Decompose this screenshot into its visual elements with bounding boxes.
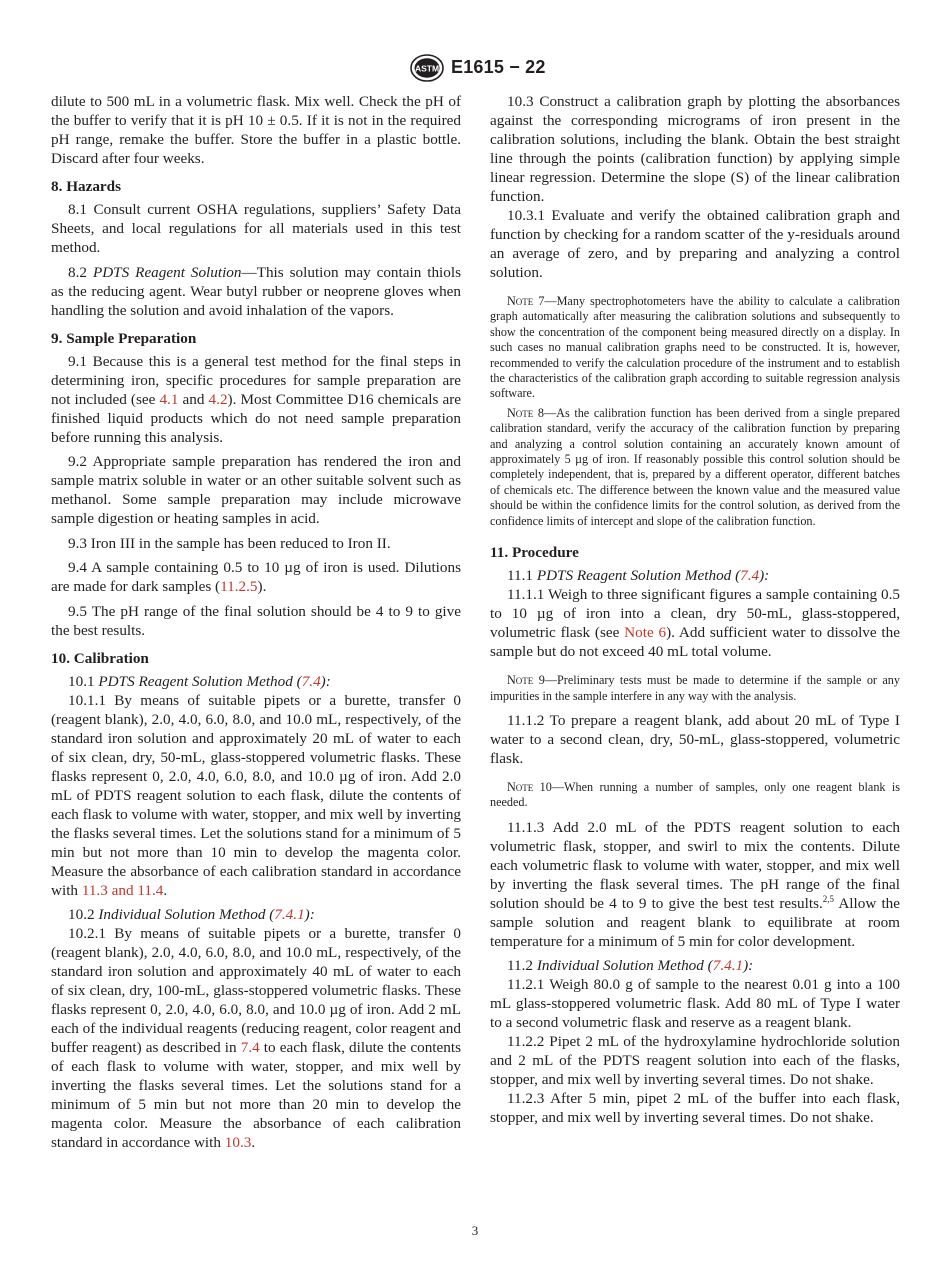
- section-heading-hazards: 8. Hazards: [51, 178, 122, 195]
- paragraph-11-2-2: 11.2.2 Pipet 2 mL of the hydroxylamine hydrochloride solution and 2 mL of the PDTS reagent solution into each of the flasks, stopper, and mix well by inverting several times. Do not shake.: [490, 1033, 900, 1089]
- xref-link-7-4[interactable]: 7.4: [740, 567, 760, 585]
- note-9: Note 9—Preliminary tests must be made to determine if the sample or any impurities in the sample interfere in any way with the analysis.: [490, 673, 900, 703]
- paragraph-11-2-1: 11.2.1 Weigh 80.0 g of sample to the nearest 0.01 g into a 100 mL glass-stoppered volumetric flask. Add 80 mL of Type I water to a second volumetric flask and reserve as a reagent blank.: [490, 976, 900, 1032]
- note-8: Note 8—As the calibration function has been derived from a single prepared calibration standard, verify the accuracy of the calibration function by preparing and analyzing a control solution containing an accurately known amount of approximately 5 µg of iron. If reasonably possible this control solution should be completely independent, that is, prepared by a different operator, different batches of chemicals etc. The difference between the known value and the measured value should be within the confidence limits for the control solution, as derived from the confidence limits of intercept and slope of the calibration function.: [490, 405, 900, 528]
- paragraph-buffer-continued: dilute to 500 mL in a volumetric flask. Mix well. Check the pH of the buffer to verify that it is pH 10 ± 0.5. If it is not in the required pH range, remake the buffer. Store the buffer in a plastic bottle. Discard after four weeks.: [51, 93, 461, 167]
- xref-link-10-3[interactable]: 10.3: [224, 1134, 252, 1151]
- section-heading-calibration: 10. Calibration: [51, 649, 149, 667]
- xref-link-7-4-1[interactable]: 7.4.1: [712, 957, 744, 975]
- section-heading-sample-preparation: 9. Sample Preparation: [51, 329, 197, 347]
- paragraph-9-2: 9.2 Appropriate sample preparation has rendered the iron and sample matrix soluble in water or an other suitable solvent such as methanol. Some sample preparation may include microwave sample digestion or heating samples in acid.: [51, 453, 461, 527]
- paragraph-9-1: 9.1 Because this is a general test method for the final steps in determining iron, specific procedures for sample preparation are not included (see 4.1 and 4.2). Most Committee D16 chemicals are finished liquid products which do not need sample preparation before running this analysis.: [51, 352, 461, 446]
- paragraph-10-3-1: 10.3.1 Evaluate and verify the obtained calibration graph and function by checking for a random scatter of the y-residuals around an average of zero, and by preparing and analyzing a control solution.: [490, 207, 900, 281]
- right-column: [490, 92, 900, 1127]
- xref-link-7-4[interactable]: 7.4: [240, 1039, 260, 1056]
- paragraph-10-2-1: 10.2.1 By means of suitable pipets or a burette, transfer 0 (reagent blank), 2.0, 4.0, 6.0, 8.0, and 10.0 mL, respectively, of the standard iron solution and approximately 40 mL of water to each of six clean, dry, 100-mL, glass-stoppered volumetric flasks. These flasks represent 0, 2.0, 4.0, 6.0, 8.0, and 10.0 µg of iron. Add 2 mL each of the individual reagents (reducing reagent, color reagent and buffer reagent) as described in 7.4 to each flask, dilute the contents of each flask to volume with water, stopper, and mix well by inverting the flasks several times. Let the solutions stand for a minimum of 5 min but not more than 20 min to develop the magenta color. Measure the absorbance of each calibration standard in accordance with 10.3.: [51, 925, 461, 1151]
- document-designation: E1615 − 22: [451, 57, 546, 77]
- xref-link-4-2[interactable]: 4.2: [208, 390, 228, 408]
- paragraph-11-1-1: 11.1.1 Weigh to three significant figures a sample containing 0.5 to 10 µg of iron into a clean, dry 50-mL, glass-stoppered, volumetric flask (see Note 6). Add sufficient water to dissolve the sample but do not exceed 40 mL total volume.: [490, 586, 900, 661]
- paragraph-9-3: 9.3 Iron III in the sample has been reduced to Iron II.: [68, 534, 391, 552]
- left-column: [51, 92, 461, 1152]
- astm-logo-text: ASTM: [414, 63, 440, 74]
- paragraph-10-1-1: 10.1.1 By means of suitable pipets or a burette, transfer 0 (reagent blank), 2.0, 4.0, 6.0, 8.0, and 10.0 mL, respectively, of the standard iron solution and approximately 20 mL of water to each of six clean, dry, 50-mL, glass-stoppered volumetric flasks. These flasks represent 0, 2.0, 4.0, 6.0, 8.0, and 10.0 µg of iron. Add 2.0 mL of PDTS reagent solution to each flask, dilute the contents of each flask to volume with water, stopper, and mix well by inverting the flasks several times. Let the solutions stand for a minimum of 5 min but not more than 10 min to develop the magenta color. Measure the absorbance of each calibration standard in accordance with 11.3 and 11.4.: [51, 691, 462, 899]
- xref-link-4-1[interactable]: 4.1: [159, 390, 179, 408]
- paragraph-9-5: 9.5 The pH range of the final solution should be 4 to 9 to give the best results.: [51, 602, 461, 639]
- paragraph-10-2: 10.2 Individual Solution Method (7.4.1):: [68, 906, 315, 923]
- xref-link-11-3-11-4[interactable]: 11.3 and 11.4: [81, 881, 164, 899]
- paragraph-8-1: 8.1 Consult current OSHA regulations, suppliers’ Safety Data Sheets, and local regulations for all materials used in this test method.: [51, 201, 461, 256]
- section-heading-procedure: 11. Procedure: [490, 544, 579, 562]
- xref-link-11-2-5[interactable]: 11.2.5: [220, 578, 258, 595]
- paragraph-11-2-3: 11.2.3 After 5 min, pipet 2 mL of the buffer into each flask, stopper, and mix well by inverting several times. Do not shake.: [490, 1090, 900, 1127]
- paragraph-11-1-3: 11.1.3 Add 2.0 mL of the PDTS reagent solution to each volumetric flask, stopper, and swirl to mix the contents. Dilute each volumetric flask to volume with water, stopper, and mix well by inverting the flask several times. The pH range of the final solution should be 4 to 9 to give the best test results.$^{2,5}$ Allow the sample solution and reagent blank to equilibrate at room temperature for a minimum of 5 min for color development.: [490, 818, 901, 950]
- page-header: [0, 54, 950, 88]
- reagent-title: PDTS Reagent Solution: [92, 263, 242, 281]
- paragraph-11-2: 11.2 Individual Solution Method (7.4.1):: [507, 957, 754, 975]
- astm-logo-icon: [410, 54, 444, 82]
- paragraph-8-2: 8.2 PDTS Reagent Solution—This solution may contain thiols as the reducing agent. Wear butyl rubber or neoprene gloves when handling the solution and avoid inhalation of the vapors.: [51, 263, 461, 319]
- paragraph-11-1: 11.1 PDTS Reagent Solution Method (7.4):: [507, 567, 770, 585]
- paragraph-10-3: 10.3 Construct a calibration graph by plotting the absorbances against the corresponding micrograms of iron present in the calibration solutions, including the blank. Obtain the best straight line through the points (calibration function) by applying simple linear regression. Determine the slope (S) of the linear calibration function.: [490, 93, 900, 205]
- note-7: Note 7—Many spectrophotometers have the ability to calculate a calibration graph automatically after measuring the calibration solutions and subsequently to show the concentration of the component being measured directly on a display. In such cases no manual calibration graphs need to be constructed. It is, however, recommended to verify the calculation procedure of the instrument and to establish the characteristics of the calibration graph according to suitable regression analysis software.: [490, 294, 900, 401]
- page-number: 3: [471, 1223, 479, 1238]
- paragraph-11-1-2: 11.1.2 To prepare a reagent blank, add about 20 mL of Type I water to a second clean, dry, 50-mL, glass-stoppered, volumetric flask.: [490, 711, 900, 767]
- xref-link-note-6[interactable]: Note 6: [624, 624, 667, 642]
- footnote-ref: 2,5: [822, 893, 835, 904]
- paragraph-9-4: 9.4 A sample containing 0.5 to 10 µg of iron is used. Dilutions are made for dark samples (11.2.5).: [51, 559, 461, 595]
- paragraph-10-1: 10.1 PDTS Reagent Solution Method (7.4):: [68, 672, 331, 690]
- xref-link-7-4[interactable]: 7.4: [301, 672, 321, 690]
- xref-link-7-4-1[interactable]: 7.4.1: [274, 906, 305, 923]
- note-10: Note 10—When running a number of samples, only one reagent blank is needed.: [490, 779, 900, 810]
